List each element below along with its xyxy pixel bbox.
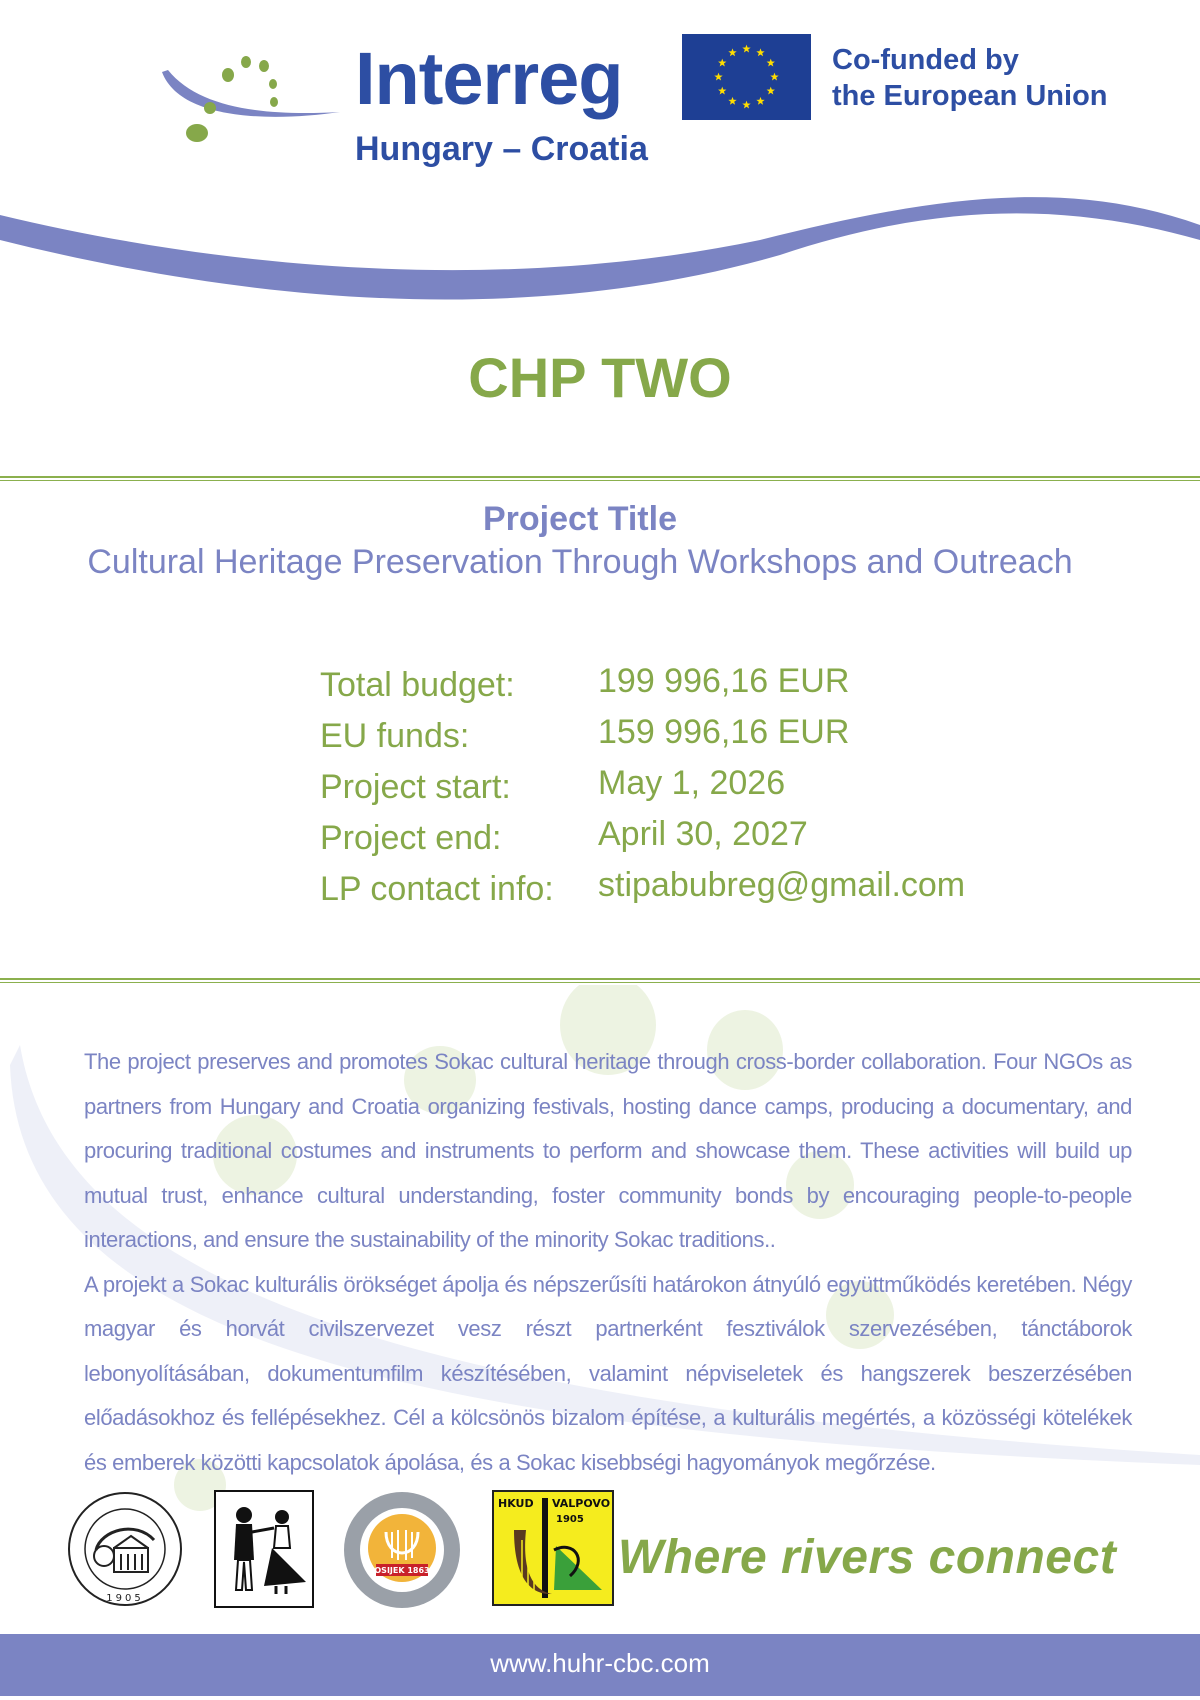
eu-flag-icon	[682, 34, 811, 120]
slogan: Where rivers connect	[618, 1531, 1117, 1584]
project-description	[84, 1040, 1132, 1485]
partner-logo-hkud-valpovo	[492, 1490, 614, 1606]
divider-top	[0, 476, 1200, 481]
divider-bottom	[0, 978, 1200, 983]
footer-url-link[interactable]: www.huhr-cbc.com	[490, 1648, 710, 1678]
description-hungarian: A projekt a Sokac kulturális örökséget ápolja és népszerűsíti határokon átnyúló együttműködés keretében. Négy magyar és horvát civilszervezet vesz részt partnerként fesztiválok szervezésében, tánctáborok lebonyolításában, dokumentumfilm készítésében, valamint népviseletek és hangszerek beszerzésében előadásokhoz és fellépésekhez. Cél a kölcsönös bizalom építése, a kulturális megértés, a közösségi kötelékek és emberek közötti kapcsolatok ápolása, és a Sokac kisebbségi hagyományok megőrzése.	[84, 1271, 1132, 1475]
contact-email[interactable]: stipabubreg@gmail.com	[598, 866, 966, 904]
info-value: 199 996,16 EUR	[598, 662, 850, 700]
header-wave	[0, 180, 1200, 320]
partner-logo-osijek	[342, 1490, 462, 1610]
eu-cofunded-label	[832, 42, 1108, 114]
description-english: The project preserves and promotes Sokac cultural heritage through cross-border collaboration. Four NGOs as partners from Hungary and Croatia organizing festivals, hosting dance camps, producing a documentary, and procuring traditional costumes and instruments to perform and showcase them. These activities will build up mutual trust, enhance cultural understanding, foster community bonds by encouraging people-to-people interactions, and ensure the sustainability of the minority Sokac traditions..	[84, 1049, 1132, 1252]
partner-4-city: VALPOVO	[552, 1497, 611, 1510]
partner-4-name: HKUD	[498, 1497, 534, 1510]
eu-line-2: the European Union	[832, 80, 1108, 112]
interreg-dots-icon	[160, 50, 350, 150]
info-label: EU funds:	[320, 717, 470, 755]
info-label: Project end:	[320, 819, 502, 857]
info-label: Total budget:	[320, 666, 515, 704]
info-value: April 30, 2027	[598, 815, 808, 853]
footer-bar	[0, 1634, 1200, 1696]
project-title-heading: Project Title	[483, 500, 677, 538]
info-value: May 1, 2026	[598, 764, 786, 802]
info-label: Project start:	[320, 768, 511, 806]
page-title: CHP TWO	[468, 346, 732, 409]
info-value: 159 996,16 EUR	[598, 713, 850, 751]
partner-logo-dancers	[214, 1490, 314, 1608]
info-label: LP contact info:	[320, 870, 554, 908]
project-title-text: Cultural Heritage Preservation Through Workshops and Outreach	[87, 543, 1073, 581]
partner-logo-mohacsi-sokac	[66, 1490, 184, 1608]
partner-1-year: 1905	[106, 1593, 144, 1604]
eu-line-1: Co-funded by	[832, 44, 1019, 76]
program-region: Hungary – Croatia	[355, 130, 648, 168]
interreg-wordmark: Interreg	[355, 37, 623, 120]
partner-4-year: 1905	[556, 1514, 584, 1525]
partner-3-badge: OSIJEK 1863	[374, 1566, 430, 1575]
